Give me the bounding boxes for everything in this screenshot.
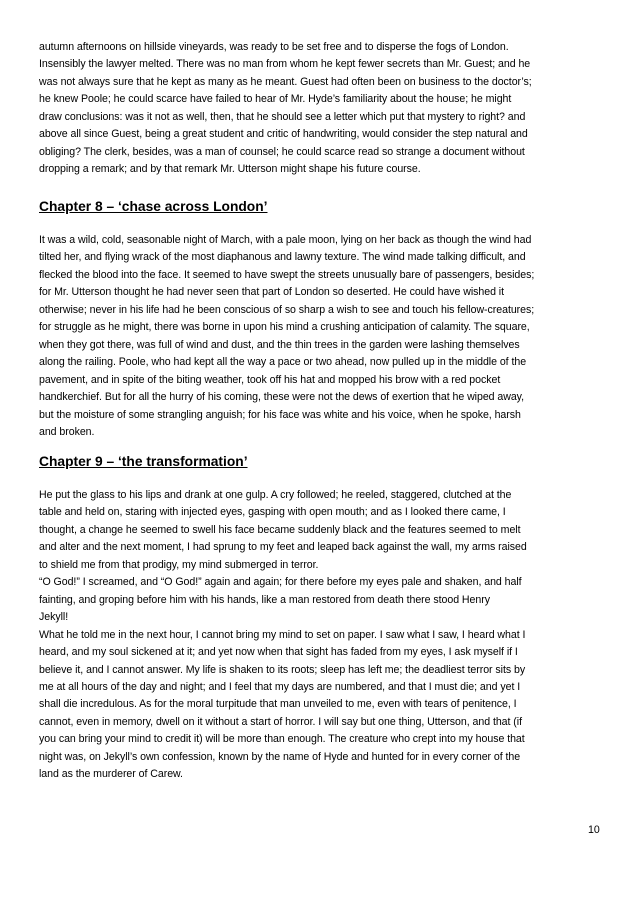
text-line: when they got there, was full of wind and dust, and the thin trees in the garden were lashing themselves (39, 338, 520, 351)
text-line: fainting, and groping before him with his hands, like a man restored from death there stood Henry (39, 593, 490, 606)
text-line: above all since Guest, being a great student and critic of handwriting, would consider the step natural and (39, 128, 528, 141)
chapter-9-heading: Chapter 9 – ‘the transformation’ (39, 454, 248, 469)
text-line: land as the murderer of Carew. (39, 768, 183, 781)
text-line: believe it, and I cannot answer. My life is shaken to its roots; sleep has left me; the deadliest terror sits by (39, 663, 526, 676)
text-line: shall die incredulous. As for the moral turpitude that man unveiled to me, even with tears of penitence, I (39, 698, 517, 711)
text-line: What he told me in the next hour, I cannot bring my mind to set on paper. I saw what I saw, I heard what I (39, 628, 526, 641)
text-line: obliging? The clerk, besides, was a man of counsel; he could scarce read so strange a document without (39, 145, 525, 158)
text-line: autumn afternoons on hillside vineyards, was ready to be set free and to disperse the fogs of London. (39, 41, 509, 53)
text-line: night was, on Jekyll’s own confession, known by the name of Hyde and hunted for in every corner of the (39, 750, 521, 763)
chapter-8-heading: Chapter 8 – ‘chase across London’ (39, 199, 268, 214)
text-line: to shield me from that prodigy, my mind submerged in terror. (39, 558, 319, 571)
chapter-8-paragraph (39, 232, 534, 441)
text-line: table and held on, staring with injected eyes, gasping with open mouth; and as I looked there came, I (39, 506, 506, 519)
text-line: cannot, even in memory, dwell on it without a start of horror. I will say but one thing, Utterson, and that (if (39, 715, 522, 728)
chapter-9-paragraph (39, 487, 527, 784)
intro-paragraph (39, 39, 532, 179)
text-line: Jekyll! (39, 611, 69, 624)
text-line: “O God!” I screamed, and “O God!” again and again; for there before my eyes pale and shaken, and half (39, 576, 522, 589)
text-line: for Mr. Utterson thought he had never seen that part of London so deserted. He could have wished it (39, 286, 504, 299)
text-line: flecked the blood into the face. It seemed to have swept the streets unusually bare of passengers, besides; (39, 268, 535, 281)
text-line: It was a wild, cold, seasonable night of March, with a pale moon, lying on her back as though the wind had (39, 234, 532, 246)
text-line: otherwise; never in his life had he been conscious of so sharp a wish to see and touch his fellow-creatures; (39, 303, 535, 316)
text-line: me at all hours of the day and night; and I feel that my days are numbered, and that I must die; and yet I (39, 680, 521, 693)
text-line: pavement, and in spite of the biting weather, took off his hat and mopped his brow with a red pocket (39, 373, 501, 386)
text-line: for struggle as he might, there was borne in upon his mind a crushing anticipation of calamity. The square, (39, 321, 530, 334)
text-line: and alter and the next moment, I had sprung to my feet and leaped back against the wall, my arms raised (39, 541, 527, 554)
text-line: was not always sure that he kept as many as he meant. Guest had often been on business to the doctor’s; (39, 75, 532, 88)
text-line: heard, and my soul sickened at it; and yet now when that sight has faded from my eyes, I ask myself if I (39, 646, 518, 659)
text-line: dropping a remark; and by that remark Mr. Utterson might shape his future course. (39, 163, 421, 176)
text-line: handkerchief. But for all the hurry of his coming, these were not the dews of exertion that he wiped away, (39, 391, 525, 404)
text-line: you can bring your mind to credit it) will be more than enough. The creature who crept into my house that (39, 733, 525, 746)
text-line: along the railing. Poole, who had kept all the way a pace or two ahead, now pulled up in the middle of the (39, 356, 527, 369)
text-line: thought, a change he seemed to swell his face became suddenly black and the features seemed to melt (39, 523, 521, 536)
text-line: draw conclusions: was it not as well, then, that he should see a letter which put that mystery to right? and (39, 110, 526, 123)
text-line: He put the glass to his lips and drank at one gulp. A cry followed; he reeled, staggered, clutched at the (39, 489, 512, 501)
text-line: and broken. (39, 425, 95, 438)
page-number: 10 (588, 824, 600, 836)
text-line: tilted her, and flying wrack of the most diaphanous and lawny texture. The wind made talking difficult, and (39, 251, 526, 264)
text-line: but the moisture of some strangling anguish; for his face was white and his voice, when he spoke, harsh (39, 408, 521, 421)
text-line: Insensibly the lawyer melted. There was no man from whom he kept fewer secrets than Mr. Guest; and he (39, 58, 531, 71)
text-line: he knew Poole; he could scarce have failed to hear of Mr. Hyde’s familiarity about the house; he might (39, 93, 512, 106)
